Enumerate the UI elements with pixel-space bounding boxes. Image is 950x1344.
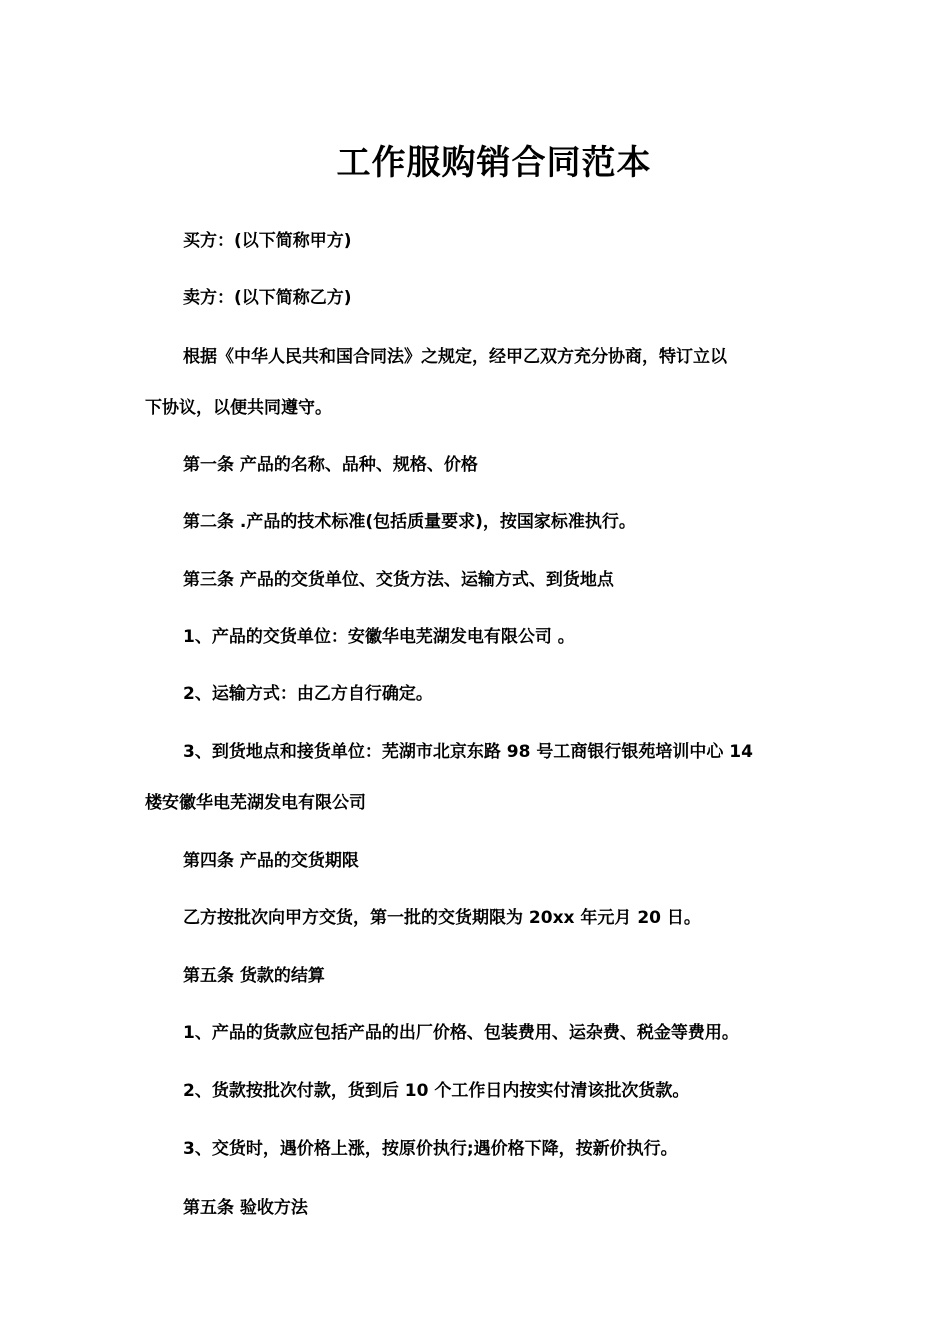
article5-item2: 2、货款按批次付款，货到后 10 个工作日内按实付清该批次货款。	[183, 1081, 690, 1101]
article3-item3-line2: 楼安徽华电芜湖发电有限公司	[145, 793, 366, 813]
article3-item3-line1: 3、到货地点和接货单位：芜湖市北京东路 98 号工商银行银苑培训中心 14	[183, 742, 753, 762]
seller-line: 卖方：(以下简称乙方)	[183, 288, 352, 308]
article1-heading: 第一条 产品的名称、品种、规格、价格	[183, 455, 478, 475]
article3-heading: 第三条 产品的交货单位、交货方法、运输方式、到货地点	[183, 570, 614, 590]
article4-heading: 第四条 产品的交货期限	[183, 851, 359, 871]
intro-paragraph-line1: 根据《中华人民共和国合同法》之规定，经甲乙双方充分协商，特订立以	[183, 347, 727, 367]
document-title: 工作服购销合同范本	[336, 143, 652, 183]
buyer-line: 买方：(以下简称甲方)	[183, 231, 352, 251]
intro-paragraph-line2: 下协议，以便共同遵守。	[145, 398, 332, 418]
article2-heading: 第二条 .产品的技术标准(包括质量要求)，按国家标准执行。	[183, 512, 636, 532]
article3-item2: 2、运输方式：由乙方自行确定。	[183, 684, 433, 704]
article4-text: 乙方按批次向甲方交货，第一批的交货期限为 20xx 年元月 20 日。	[183, 908, 701, 928]
article5b-heading: 第五条 验收方法	[183, 1198, 308, 1218]
article5-item3: 3、交货时，遇价格上涨，按原价执行;遇价格下降，按新价执行。	[183, 1139, 678, 1159]
article5-item1: 1、产品的货款应包括产品的出厂价格、包装费用、运杂费、税金等费用。	[183, 1023, 739, 1043]
article5-heading: 第五条 货款的结算	[183, 966, 325, 986]
article3-item1: 1、产品的交货单位：安徽华电芜湖发电有限公司 。	[183, 627, 575, 647]
